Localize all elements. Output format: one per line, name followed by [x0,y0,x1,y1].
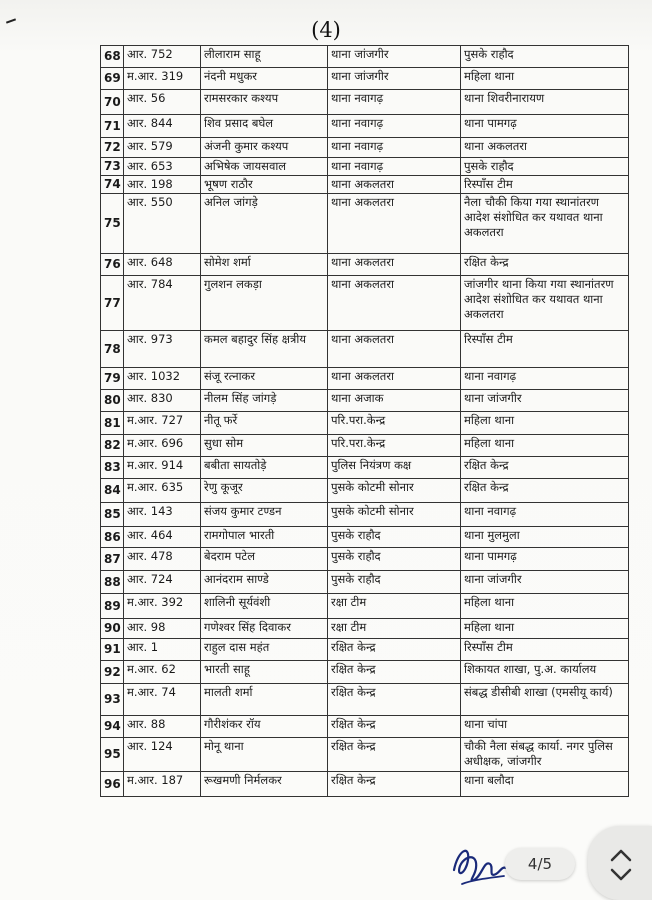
table-row [101,661,629,684]
row-name: गौरीशंकर रॉय [201,716,328,738]
row-rank: आर. 1 [124,639,201,661]
row-to: थाना चांपा [461,716,629,738]
row-from: रक्षा टीम [328,594,461,619]
row-serial: 85 [101,503,124,527]
row-to: थाना पामगढ़ [461,548,629,571]
page-number: (4) [311,18,341,42]
row-rank: आर. 198 [124,176,201,194]
row-to: थाना नवागढ़ [461,503,629,527]
row-name: कमल बहादुर सिंह क्षत्रीय [201,331,328,368]
row-serial: 91 [101,639,124,661]
row-rank: आर. 464 [124,527,201,548]
row-serial: 83 [101,457,124,479]
row-serial: 68 [101,46,124,68]
row-to: थाना बलौदा [461,772,629,797]
row-name: गुलशन लकड़ा [201,276,328,331]
row-to: पुसके राहौद [461,46,629,68]
row-to: रिस्पॉंस टीम [461,331,629,368]
table-row [101,276,629,331]
row-serial: 76 [101,254,124,276]
page-nav-button[interactable] [588,826,652,900]
table-row [101,639,629,661]
row-name: मोनू थाना [201,738,328,772]
row-rank: आर. 973 [124,331,201,368]
row-name: नंदनी मधुकर [201,68,328,90]
row-name: आनंदराम साण्डे [201,571,328,594]
row-rank: आर. 143 [124,503,201,527]
row-from: रक्षा टीम [328,619,461,639]
row-rank: आर. 579 [124,138,201,158]
row-to: नैला चौकी किया गया स्थानांतरण आदेश संशोधित कर यथावत थाना अकलतरा [461,194,629,254]
row-rank: आर. 830 [124,390,201,412]
row-serial: 70 [101,90,124,115]
row-from: थाना अकलतरा [328,276,461,331]
row-name: मालती शर्मा [201,684,328,716]
row-from: पुलिस नियंत्रण कक्ष [328,457,461,479]
row-serial: 73 [101,158,124,176]
row-rank: आर. 56 [124,90,201,115]
row-from: थाना अकलतरा [328,194,461,254]
table-row [101,738,629,772]
row-name: अभिषेक जायसवाल [201,158,328,176]
row-from: थाना नवागढ़ [328,158,461,176]
row-name: बबीता सायतोड़े [201,457,328,479]
table-row [101,90,629,115]
row-serial: 86 [101,527,124,548]
row-serial: 78 [101,331,124,368]
row-serial: 93 [101,684,124,716]
table-row [101,368,629,390]
row-rank: म.आर. 727 [124,412,201,435]
row-name: संजय कुमार टण्डन [201,503,328,527]
row-from: थाना नवागढ़ [328,90,461,115]
row-from: थाना जांजगीर [328,46,461,68]
row-to: थाना अकलतरा [461,138,629,158]
row-from: पुसके कोटमी सोनार [328,479,461,503]
table-row [101,772,629,797]
row-from: रक्षित केन्द्र [328,639,461,661]
row-name: सुधा सोम [201,435,328,457]
chevron-down-icon[interactable] [610,868,632,882]
row-serial: 84 [101,479,124,503]
row-serial: 89 [101,594,124,619]
row-rank: म.आर. 696 [124,435,201,457]
row-serial: 95 [101,738,124,772]
table-row [101,479,629,503]
row-name: रामगोपाल भारती [201,527,328,548]
row-rank: आर. 648 [124,254,201,276]
table-row [101,194,629,254]
row-from: थाना नवागढ़ [328,138,461,158]
row-to: थाना नवागढ़ [461,368,629,390]
row-rank: आर. 124 [124,738,201,772]
table-row [101,548,629,571]
row-name: नीतू फर्रे [201,412,328,435]
row-rank: आर. 784 [124,276,201,331]
page-indicator: 4/5 [505,848,575,880]
row-rank: आर. 752 [124,46,201,68]
table-row [101,619,629,639]
table-row [101,435,629,457]
row-to: महिला थाना [461,435,629,457]
row-name: सोमेश शर्मा [201,254,328,276]
row-from: थाना अजाक [328,390,461,412]
row-from: पुसके राहौद [328,548,461,571]
row-rank: आर. 724 [124,571,201,594]
row-name: भारती साहू [201,661,328,684]
row-serial: 79 [101,368,124,390]
row-to: महिला थाना [461,619,629,639]
row-from: रक्षित केन्द्र [328,716,461,738]
table-row [101,176,629,194]
table-row [101,138,629,158]
row-serial: 88 [101,571,124,594]
row-from: थाना अकलतरा [328,176,461,194]
row-rank: म.आर. 187 [124,772,201,797]
table-row [101,254,629,276]
row-to: थाना मुलमुला [461,527,629,548]
row-serial: 71 [101,115,124,138]
row-rank: आर. 98 [124,619,201,639]
signature [448,830,512,894]
row-name: शालिनी सूर्यवंशी [201,594,328,619]
row-rank: म.आर. 914 [124,457,201,479]
row-serial: 80 [101,390,124,412]
table-row [101,158,629,176]
row-name: राहुल दास महंत [201,639,328,661]
row-from: रक्षित केन्द्र [328,772,461,797]
row-rank: आर. 844 [124,115,201,138]
row-to: पुसके राहौद [461,158,629,176]
row-to: संबद्ध डीसीबी शाखा (एमसीयू कार्य) [461,684,629,716]
row-from: पुसके राहौद [328,571,461,594]
row-from: थाना नवागढ़ [328,115,461,138]
row-name: अंजनी कुमार कश्यप [201,138,328,158]
row-from: रक्षित केन्द्र [328,738,461,772]
row-to: महिला थाना [461,594,629,619]
table-row [101,527,629,548]
row-from: थाना अकलतरा [328,368,461,390]
row-serial: 92 [101,661,124,684]
row-rank: आर. 653 [124,158,201,176]
table-row [101,390,629,412]
row-name: रूखमणी निर्मलकर [201,772,328,797]
row-rank: म.आर. 319 [124,68,201,90]
row-rank: आर. 550 [124,194,201,254]
row-serial: 90 [101,619,124,639]
row-serial: 87 [101,548,124,571]
row-to: थाना पामगढ़ [461,115,629,138]
row-to: शिकायत शाखा, पु.अ. कार्यालय [461,661,629,684]
row-serial: 69 [101,68,124,90]
row-rank: आर. 88 [124,716,201,738]
table-row [101,716,629,738]
row-from: पुसके राहौद [328,527,461,548]
row-rank: म.आर. 392 [124,594,201,619]
row-from: थाना अकलतरा [328,331,461,368]
row-serial: 72 [101,138,124,158]
row-from: परि.परा.केन्द्र [328,435,461,457]
row-name: लीलाराम साहू [201,46,328,68]
row-rank: म.आर. 74 [124,684,201,716]
row-to: थाना जांजगीर [461,571,629,594]
row-serial: 82 [101,435,124,457]
table-row [101,457,629,479]
row-name: भूषण राठौर [201,176,328,194]
row-to: महिला थाना [461,68,629,90]
table-row [101,412,629,435]
table-row [101,684,629,716]
row-to: रक्षित केन्द्र [461,479,629,503]
table-row [101,331,629,368]
row-from: थाना अकलतरा [328,254,461,276]
row-serial: 75 [101,194,124,254]
row-to: थाना शिवरीनारायण [461,90,629,115]
transfer-table [100,45,629,797]
row-serial: 96 [101,772,124,797]
table-row [101,503,629,527]
row-to: थाना जांजगीर [461,390,629,412]
row-to: रक्षित केन्द्र [461,457,629,479]
row-from: रक्षित केन्द्र [328,684,461,716]
row-to: रिस्पॉंस टीम [461,639,629,661]
row-serial: 74 [101,176,124,194]
table-row [101,594,629,619]
row-name: अनिल जांगड़े [201,194,328,254]
row-name: नीलम सिंह जांगड़े [201,390,328,412]
row-rank: आर. 478 [124,548,201,571]
row-serial: 77 [101,276,124,331]
row-to: जांजगीर थाना किया गया स्थानांतरण आदेश संशोधित कर यथावत थाना अकलतरा [461,276,629,331]
row-rank: म.आर. 635 [124,479,201,503]
row-rank: आर. 1032 [124,368,201,390]
row-to: चौकी नैला संबद्ध कार्या. नगर पुलिस अधीक्षक, जांजगीर [461,738,629,772]
row-name: शिव प्रसाद बघेल [201,115,328,138]
row-rank: म.आर. 62 [124,661,201,684]
row-serial: 81 [101,412,124,435]
row-to: रिस्पॉंस टीम [461,176,629,194]
row-name: रेणु कूजूर [201,479,328,503]
row-from: थाना जांजगीर [328,68,461,90]
row-name: रामसरकार कश्यप [201,90,328,115]
row-from: रक्षित केन्द्र [328,661,461,684]
row-name: बेदराम पटेल [201,548,328,571]
table-row [101,46,629,68]
table-row [101,68,629,90]
transfer-table-body [101,46,629,797]
row-from: पुसके कोटमी सोनार [328,503,461,527]
table-row [101,115,629,138]
chevron-up-icon[interactable] [610,848,632,862]
row-name: गणेश्वर सिंह दिवाकर [201,619,328,639]
row-serial: 94 [101,716,124,738]
row-from: परि.परा.केन्द्र [328,412,461,435]
row-to: महिला थाना [461,412,629,435]
table-row [101,571,629,594]
row-name: संजू रत्नाकर [201,368,328,390]
row-to: रक्षित केन्द्र [461,254,629,276]
